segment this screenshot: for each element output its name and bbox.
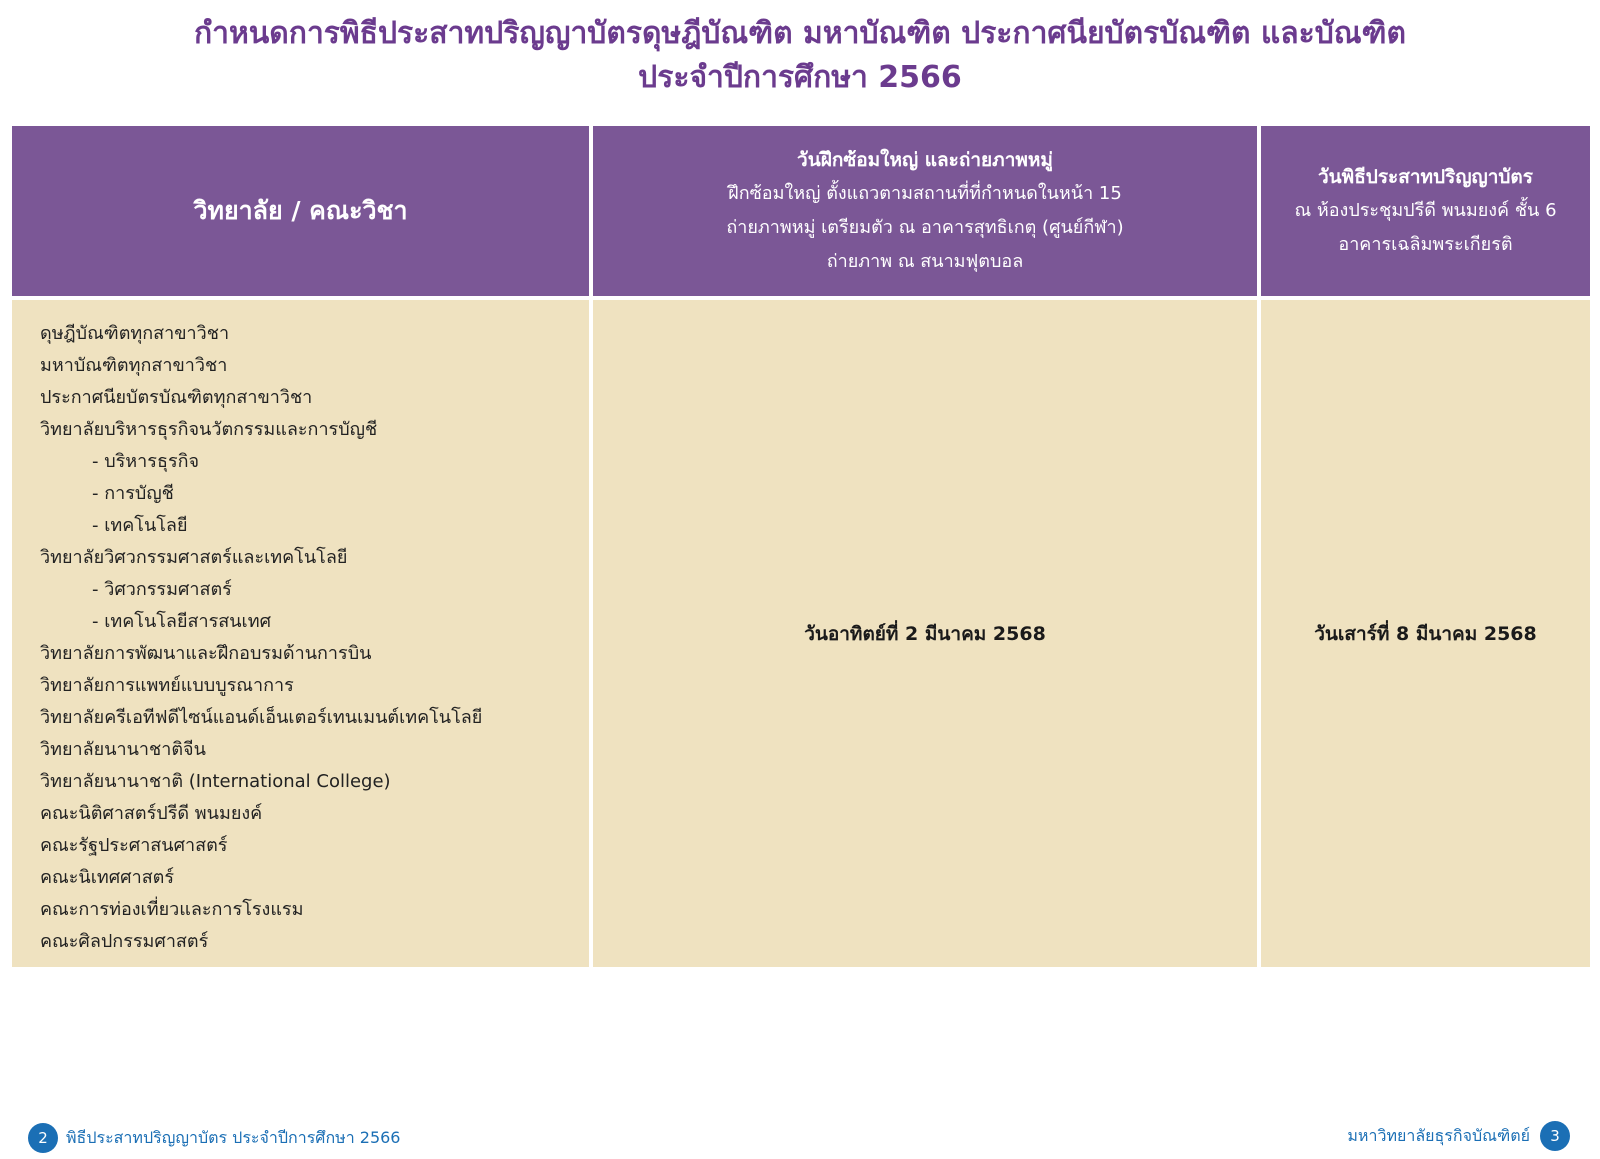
list-item: คณะรัฐประศาสนศาสตร์	[40, 835, 228, 856]
list-item: ประกาศนียบัตรบัณฑิตทุกสาขาวิชา	[40, 387, 313, 408]
page-title	[0, 12, 1600, 100]
list-item: - บริหารธุรกิจ	[92, 451, 200, 472]
list-item: - การบัญชี	[92, 483, 174, 504]
list-item: วิทยาลัยนานาชาติ (International College)	[40, 771, 391, 792]
list-item: มหาบัณฑิตทุกสาขาวิชา	[40, 355, 228, 376]
faculty-list	[12, 300, 589, 958]
ceremony-date-cell	[1261, 300, 1590, 967]
footer-left-text: พิธีประสาทปริญญาบัตร ประจำปีการศึกษา 2566	[66, 1127, 401, 1147]
list-item: ดุษฎีบัณฑิตทุกสาขาวิชา	[40, 323, 230, 344]
header-rehearsal-line: ฝึกซ้อมใหญ่ ตั้งแถวตามสถานที่ที่กำหนดในหน้า 15	[728, 183, 1122, 204]
list-item: - เทคโนโลยีสารสนเทศ	[92, 611, 271, 632]
schedule-table	[12, 126, 1590, 967]
title-line-2: ประจำปีการศึกษา 2566	[638, 60, 962, 95]
header-faculty-label: วิทยาลัย / คณะวิชา	[193, 196, 408, 225]
list-item: คณะศิลปกรรมศาสตร์	[40, 931, 209, 952]
rehearsal-date: วันอาทิตย์ที่ 2 มีนาคม 2568	[804, 622, 1046, 645]
footer-right-text: มหาวิทยาลัยธุรกิจบัณฑิตย์	[1347, 1125, 1530, 1145]
list-item: วิทยาลัยวิศวกรรมศาสตร์และเทคโนโลยี	[40, 547, 348, 568]
list-item: วิทยาลัยการพัฒนาและฝึกอบรมด้านการบิน	[40, 643, 372, 664]
footer-left	[28, 1123, 400, 1153]
ceremony-date: วันเสาร์ที่ 8 มีนาคม 2568	[1314, 622, 1537, 645]
list-item: - เทคโนโลยี	[92, 515, 188, 536]
page-number-left: 2	[28, 1123, 58, 1153]
footer-right	[1347, 1121, 1570, 1151]
page-number-right: 3	[1540, 1121, 1570, 1151]
list-item: คณะการท่องเที่ยวและการโรงแรม	[40, 899, 304, 920]
header-rehearsal-line: ถ่ายภาพหมู่ เตรียมตัว ณ อาคารสุทธิเกตุ (ศูนย์กีฬา)	[726, 217, 1124, 238]
header-ceremony-line: ณ ห้องประชุมปรีดี พนมยงค์ ชั้น 6	[1294, 200, 1557, 221]
list-item: วิทยาลัยบริหารธุรกิจนวัตกรรมและการบัญชี	[40, 419, 378, 440]
header-rehearsal-title: วันฝึกซ้อมใหญ่ และถ่ายภาพหมู่	[797, 149, 1053, 171]
rehearsal-date-cell	[593, 300, 1257, 967]
header-rehearsal-line: ถ่ายภาพ ณ สนามฟุตบอล	[826, 251, 1024, 272]
header-rehearsal	[593, 126, 1257, 296]
header-ceremony	[1261, 126, 1590, 296]
header-ceremony-line: อาคารเฉลิมพระเกียรติ	[1338, 234, 1513, 255]
header-faculty	[12, 126, 589, 296]
list-item: วิทยาลัยนานาชาติจีน	[40, 739, 206, 760]
header-ceremony-title: วันพิธีประสาทปริญญาบัตร	[1318, 166, 1533, 188]
list-item: วิทยาลัยครีเอทีฟดีไซน์แอนด์เอ็นเตอร์เทนเมนต์เทคโนโลยี	[40, 707, 483, 728]
faculty-cell	[12, 300, 589, 967]
list-item: คณะนิติศาสตร์ปรีดี พนมยงค์	[40, 803, 263, 824]
list-item: วิทยาลัยการแพทย์แบบบูรณาการ	[40, 675, 294, 696]
list-item: - วิศวกรรมศาสตร์	[92, 579, 232, 600]
list-item: คณะนิเทศศาสตร์	[40, 867, 175, 888]
title-line-1: กำหนดการพิธีประสาทปริญญาบัตรดุษฎีบัณฑิต มหาบัณฑิต ประกาศนียบัตรบัณฑิต และบัณฑิต	[194, 16, 1406, 51]
